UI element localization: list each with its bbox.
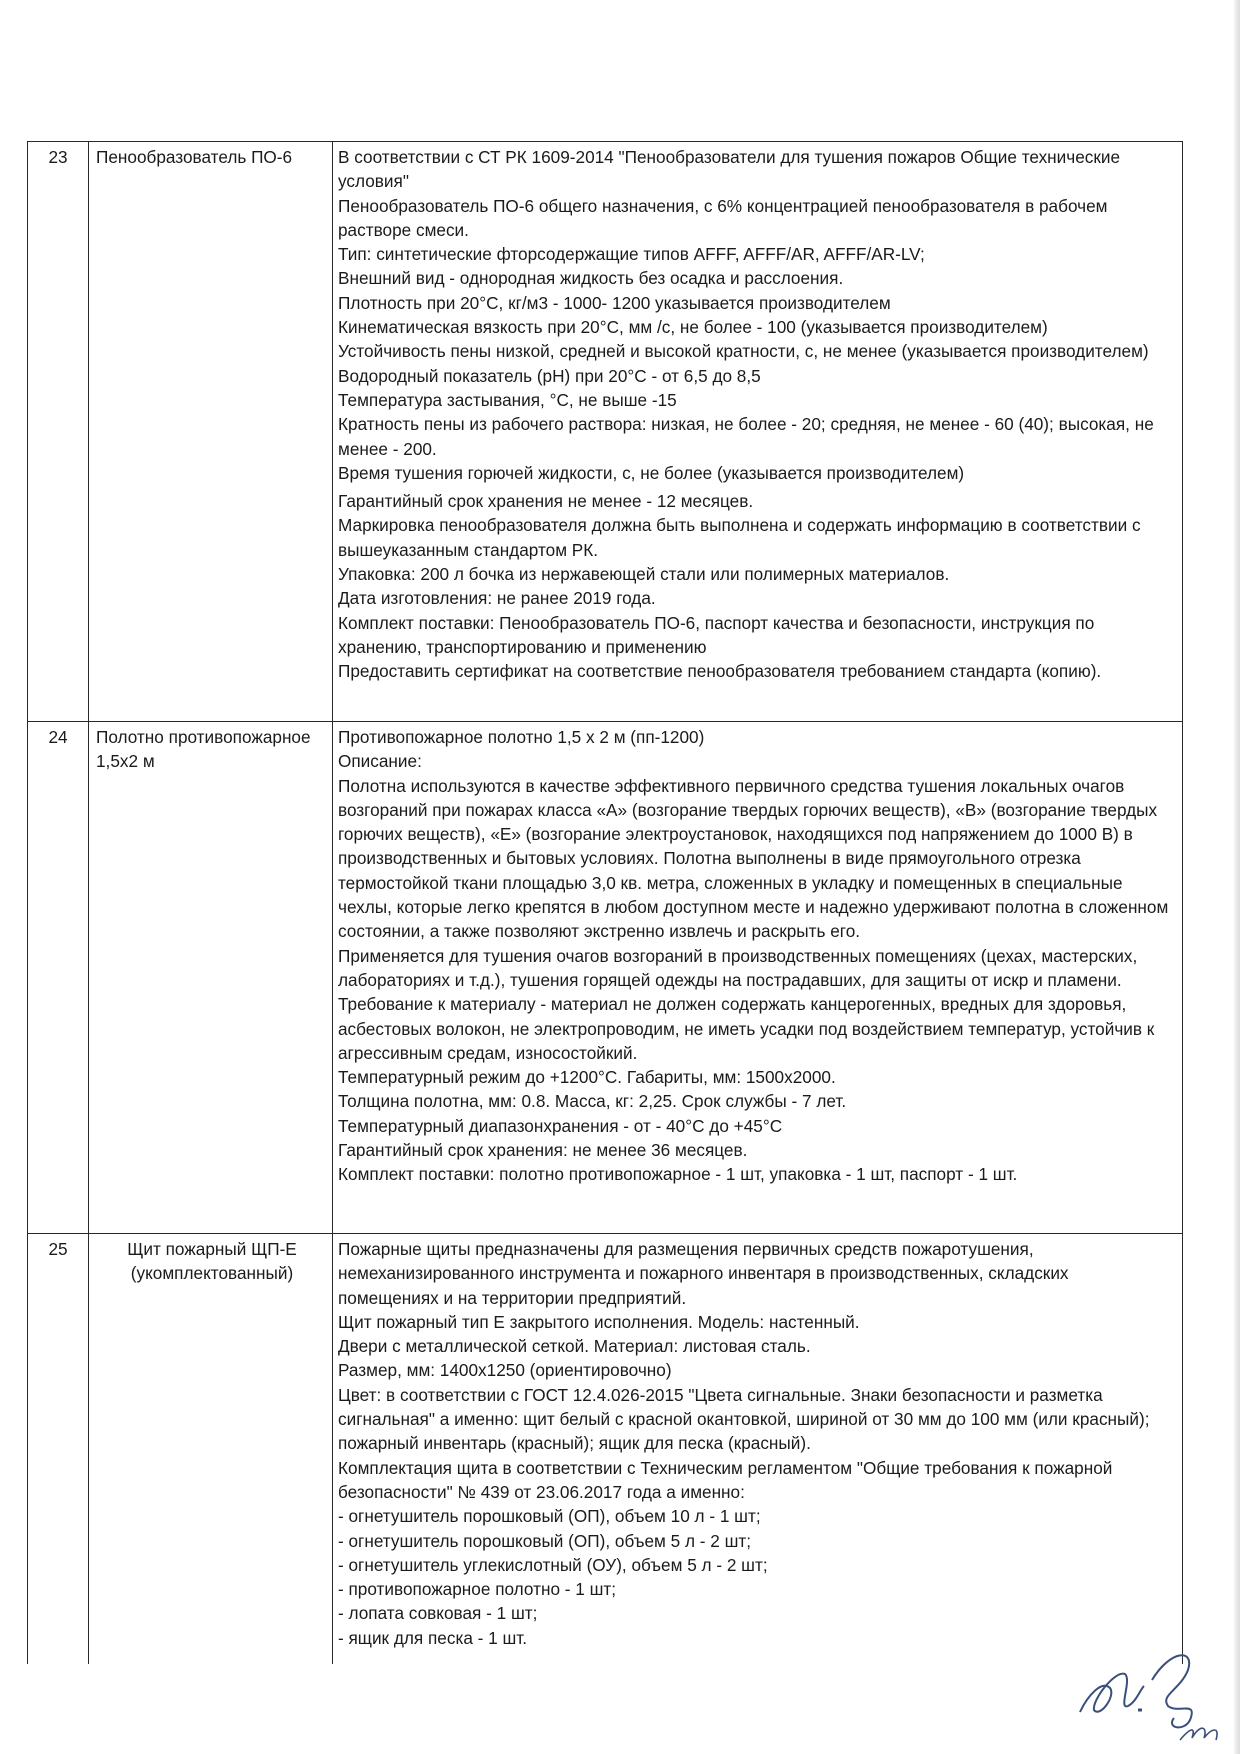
- description-line: Плотность при 20°С, кг/м3 - 1000- 1200 указывается производителем: [338, 292, 891, 313]
- description-line: Водородный показатель (рН) при 20°С - от 6,5 до 8,5: [338, 365, 761, 386]
- row-number: 25: [28, 1234, 89, 1664]
- description-line: Температурный диапазонхранения - от - 40°С до +45°С: [338, 1115, 783, 1136]
- description-line: В соответствии с СТ РК 1609-2014 "Пенообразователи для тушения пожаров Общие технические условия": [338, 147, 1121, 192]
- item-name: Полотно противопожарное 1,5х2 м: [89, 722, 333, 1234]
- description-line: Гарантийный срок хранения не менее - 12 месяцев.: [338, 491, 754, 512]
- description-line: Время тушения горючей жидкости, с, не более (указывается производителем): [338, 462, 965, 483]
- table-row: [28, 1234, 1183, 1664]
- description-line: - ящик для песка - 1 шт.: [338, 1627, 528, 1648]
- description-line: Двери с металлической сеткой. Материал: листовая сталь.: [338, 1336, 811, 1357]
- description-line: Толщина полотна, мм: 0.8. Масса, кг: 2,25. Срок службы - 7 лет.: [338, 1091, 847, 1112]
- table-row: [28, 722, 1183, 1234]
- specification-table: [27, 141, 1183, 1664]
- description-line: Описание:: [338, 751, 422, 772]
- item-name: Пенообразователь ПО-6: [89, 142, 333, 722]
- description-line: Противопожарное полотно 1,5 х 2 м (пп-1200): [338, 727, 705, 747]
- description-line: - огнетушитель порошковый (ОП), объем 10 л - 1 шт;: [338, 1506, 761, 1527]
- description-line: Предоставить сертификат на соответствие пенообразователя требованием стандарта (копию).: [338, 661, 1102, 682]
- description-line: Размер, мм: 1400х1250 (ориентировочно): [338, 1360, 672, 1381]
- description-line: Устойчивость пены низкой, средней и высокой кратности, с, не менее (указывается производителем): [338, 341, 1149, 362]
- description-line: Комплект поставки: полотно противопожарное - 1 шт, упаковка - 1 шт, паспорт - 1 шт.: [338, 1164, 1018, 1185]
- description-line: Кинематическая вязкость при 20°С, мм /с, не более - 100 (указывается производителем): [338, 317, 1048, 338]
- description-line: Гарантийный срок хранения: не менее 36 месяцев.: [338, 1140, 748, 1161]
- item-name: Щит пожарный ЩП-Е (укомплектованный): [89, 1234, 333, 1664]
- description-line: Комплект поставки: Пенообразователь ПО-6, паспорт качества и безопасности, инструкция по хранению, транспортированию и применению: [338, 612, 1095, 657]
- description-line: Пожарные щиты предназначены для размещения первичных средств пожаротушения, немеханизированного инструмента и пожарного инвентаря в производственных, складских помещениях и на территории предприятий.: [338, 1239, 1069, 1308]
- description-line: Цвет: в соответствии с ГОСТ 12.4.026-2015 "Цвета сигнальные. Знаки безопасности и разметка сигнальная" а именно: щит белый с красной окантовкой, шириной от 30 мм до 100 мм (или красный); пожарный инвентарь (красный); ящик для песка (красный).: [338, 1384, 1150, 1454]
- page-edge: [1234, 0, 1240, 1754]
- description-line: Комплектация щита в соответствии с Техническим регламентом "Общие требования к пожарной безопасности" № 439 от 23.06.2017 года а именно:: [338, 1457, 1113, 1502]
- description-line: Пенообразователь ПО-6 общего назначения, с 6% концентрацией пенообразователя в рабочем растворе смеси.: [338, 195, 1108, 240]
- row-number: 24: [28, 722, 89, 1234]
- description-line: Температурный режим до +1200°С. Габариты, мм: 1500х2000.: [338, 1067, 836, 1088]
- row-number: 23: [28, 142, 89, 722]
- description-line: - лопата совковая - 1 шт;: [338, 1603, 538, 1624]
- description-line: Кратность пены из рабочего раствора: низкая, не более - 20; средняя, не менее - 60 (40); высокая, не менее - 200.: [338, 414, 1154, 459]
- description-line: Внешний вид - однородная жидкость без осадка и расслоения.: [338, 268, 844, 289]
- description-line: - огнетушитель порошковый (ОП), объем 5 л - 2 шт;: [338, 1530, 752, 1551]
- description-line: Тип: синтетические фторсодержащие типов AFFF, AFFF/AR, AFFF/AR-LV;: [338, 244, 925, 265]
- description-line: Дата изготовления: не ранее 2019 года.: [338, 588, 656, 609]
- description-line: Требование к материалу - материал не должен содержать канцерогенных, вредных для здоровья, асбестовых волокон, не электропроводим, не иметь усадки под воздействием температур, устойчив к агрессивным средам, износостойкий.: [338, 994, 1155, 1063]
- description-line: Температура застывания, °С, не выше -15: [338, 389, 677, 410]
- handwritten-signature: [1070, 1640, 1240, 1750]
- description-line: Упаковка: 200 л бочка из нержавеющей стали или полимерных материалов.: [338, 564, 950, 585]
- description-line: Полотна используются в качестве эффективного первичного средства тушения локальных очагов возгораний при пожарах класса «А» (возгорание твердых горючих веществ), «В» (возгорание твердых горючих веществ), «Е» (возгорание электроустановок, находящихся под напряжением до 1000 В) в производственных и бытовых условиях. Полотна выполнены в виде прямоугольного отрезка термостойкой ткани площадью 3,0 кв. метра, сложенных в укладку и помещенных в специальные чехлы, которые легко крепятся в любом доступном месте и надежно удерживают полотна в сложенном состоянии, а также позволяют экстренно извлечь и раскрыть его.: [338, 775, 1169, 942]
- description-line: - противопожарное полотно - 1 шт;: [338, 1579, 617, 1600]
- description-line: Применяется для тушения очагов возгораний в производственных помещениях (цехах, мастерских, лабораториях и т.д.), тушения горящей одежды на пострадавших, для защиты от искр и пламени.: [338, 945, 1138, 990]
- description-line: Щит пожарный тип Е закрытого исполнения. Модель: настенный.: [338, 1311, 860, 1332]
- item-description: [333, 722, 1183, 1234]
- description-line: Маркировка пенообразователя должна быть выполнена и содержать информацию в соответствии с вышеуказанным стандартом РК.: [338, 515, 1141, 560]
- item-description: [333, 1234, 1183, 1664]
- table-row: [28, 142, 1183, 722]
- item-description: [333, 142, 1183, 722]
- description-line: - огнетушитель углекислотный (ОУ), объем 5 л - 2 шт;: [338, 1554, 768, 1575]
